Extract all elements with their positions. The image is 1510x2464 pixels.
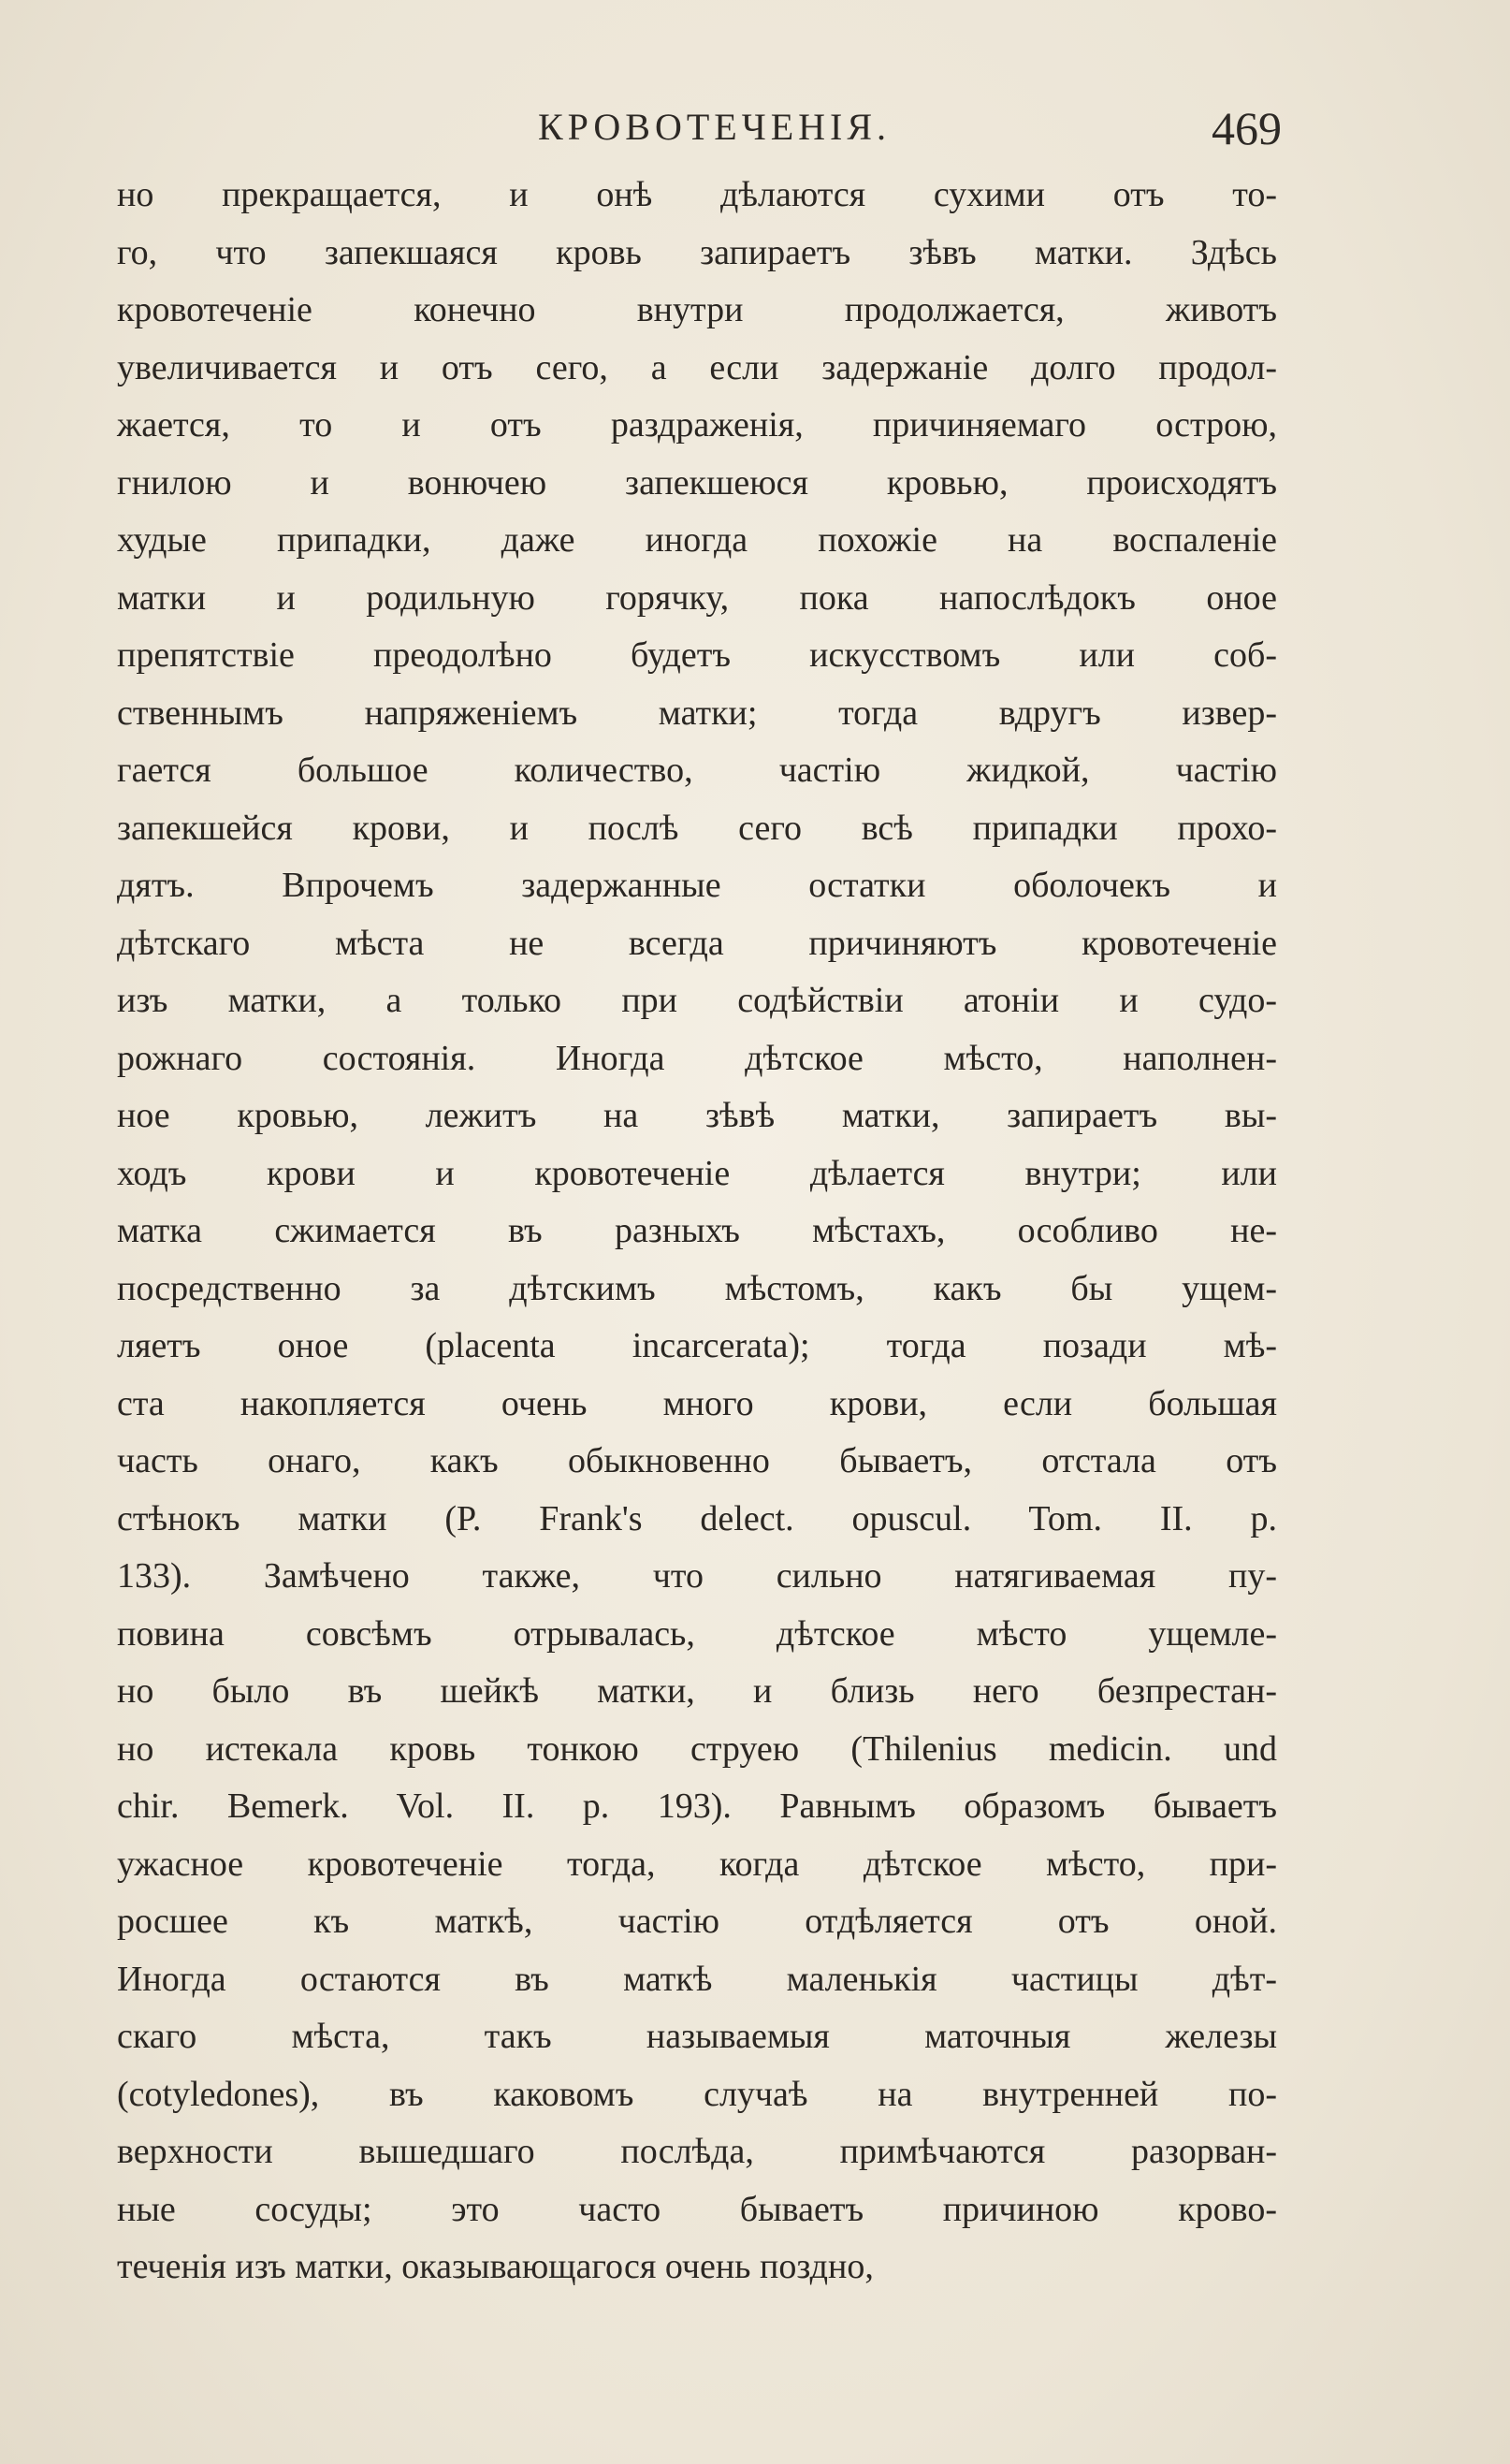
text-line: стѣнокъ матки (P. Frank's delect. opuscul. Tom. II. p. — [117, 1498, 1277, 1538]
text-line: кровотеченіе конечно внутри продолжается, животъ — [117, 290, 1277, 329]
text-line: ственнымъ напряженіемъ матки; тогда вдругъ извер- — [117, 693, 1277, 733]
text-line: дятъ. Впрочемъ задержанные остатки оболочекъ и — [117, 866, 1277, 905]
body-text — [117, 167, 1277, 2296]
text-line: го, что запекшаяся кровь запираетъ зѣвъ матки. Здѣсь — [117, 232, 1277, 272]
text-line: матки и родильную горячку, пока напослѣдокъ оное — [117, 577, 1277, 618]
text-line: но истекала кровь тонкою струею (Thilenius medicin. und — [117, 1728, 1277, 1769]
running-head: КРОВОТЕЧЕНІЯ. — [538, 106, 892, 148]
text-line: матка сжимается въ разныхъ мѣстахъ, особливо не- — [117, 1211, 1277, 1250]
text-line: ляетъ оное (placenta incarcerata); тогда позади мѣ- — [117, 1326, 1277, 1365]
text-line: гается большое количество, частію жидкой, частію — [117, 751, 1277, 790]
text-line: запекшейся крови, и послѣ сего всѣ припадки прохо- — [117, 808, 1277, 848]
text-line: (cotyledones), въ каковомъ случаѣ на внутренней по- — [117, 2074, 1277, 2114]
text-line: ужасное кровотеченіе тогда, когда дѣтское мѣсто, при- — [117, 1844, 1277, 1884]
text-line: рожнаго состоянія. Иногда дѣтское мѣсто, наполнен- — [117, 1038, 1277, 1078]
text-line: теченія изъ матки, оказывающагося очень поздно, — [117, 2247, 874, 2286]
text-line: повина совсѣмъ отрывалась, дѣтское мѣсто ущемле- — [117, 1613, 1277, 1654]
text-line: Иногда остаются въ маткѣ маленькія частицы дѣт- — [117, 1959, 1277, 1999]
page-number: 469 — [1212, 102, 1282, 154]
text-line: ходъ крови и кровотеченіе дѣлается внутри; или — [117, 1153, 1277, 1193]
text-line: ные сосуды; это часто бываетъ причиною крово- — [117, 2189, 1277, 2229]
text-line: гнилою и вонючею запекшеюся кровью, происходятъ — [117, 462, 1277, 503]
page-header — [117, 101, 1282, 157]
text-line: посредственно за дѣтскимъ мѣстомъ, какъ бы ущем- — [117, 1268, 1277, 1308]
text-line: ное кровью, лежитъ на зѣвѣ матки, запираетъ вы- — [117, 1096, 1277, 1135]
text-line: худые припадки, даже иногда похожіе на воспаленіе — [117, 520, 1277, 560]
text-line: препятствіе преодолѣно будетъ искусствомъ или соб- — [117, 635, 1277, 675]
text-line: росшее къ маткѣ, частію отдѣляется отъ оной. — [117, 1902, 1277, 1941]
text-line: часть онаго, какъ обыкновенно бываетъ, отстала отъ — [117, 1441, 1277, 1480]
text-line: ста накопляется очень много крови, если большая — [117, 1383, 1277, 1423]
text-line: скаго мѣста, такъ называемыя маточныя железы — [117, 2017, 1277, 2056]
text-line: но прекращается, и онѣ дѣлаются сухими отъ то- — [117, 175, 1277, 214]
text-line: жается, то и отъ раздраженія, причиняемаго острою, — [117, 405, 1277, 445]
text-line: увеличивается и отъ сего, а если задержаніе долго продол- — [117, 347, 1277, 387]
text-line: верхности вышедшаго послѣда, примѣчаются разорван- — [117, 2132, 1277, 2171]
text-line: chir. Bemerk. Vol. II. p. 193). Равнымъ образомъ бываетъ — [117, 1786, 1277, 1826]
text-line: дѣтскаго мѣста не всегда причиняютъ кровотеченіе — [117, 923, 1277, 963]
text-line: но было въ шейкѣ матки, и близь него безпрестан- — [117, 1671, 1277, 1711]
text-line: изъ матки, а только при содѣйствіи атоніи и судо- — [117, 981, 1277, 1020]
text-line: 133). Замѣчено также, что сильно натягиваемая пу- — [117, 1556, 1277, 1596]
